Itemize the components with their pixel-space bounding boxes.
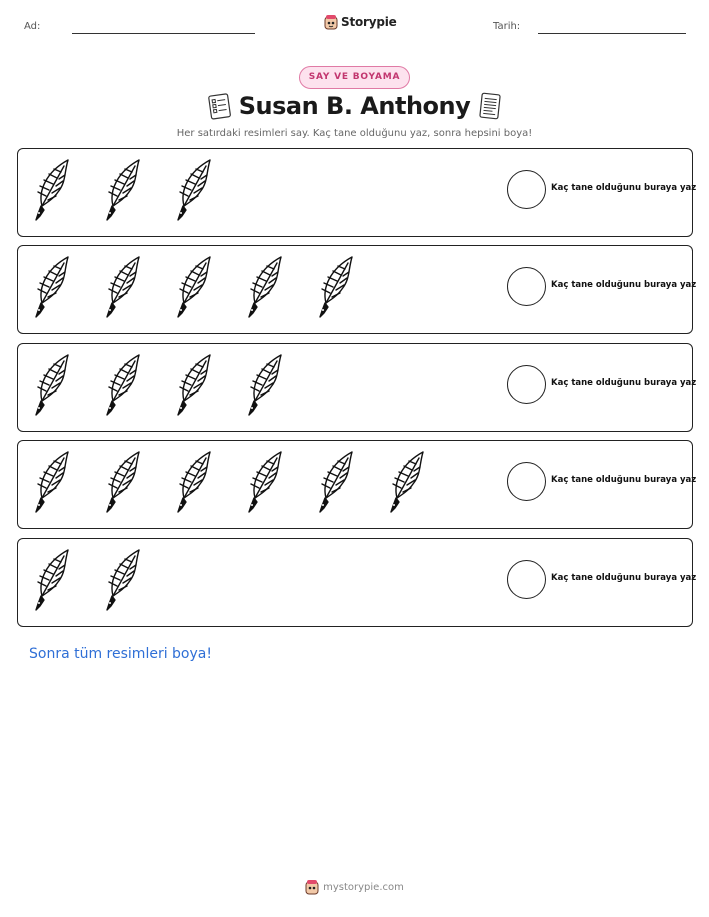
answer-circle[interactable]: [507, 560, 546, 599]
picture-group: [28, 253, 383, 319]
title-row: [0, 92, 709, 124]
answer-label: Kaç tane olduğunu buraya yaz: [551, 573, 697, 583]
document-icon: [477, 92, 503, 120]
answer-circle[interactable]: [507, 462, 546, 501]
quill-pen-icon: [28, 448, 99, 514]
site-url: mystorypie.com: [323, 881, 404, 893]
worksheet-header: [0, 12, 709, 42]
picture-group: [28, 156, 241, 222]
date-label: Tarih:: [493, 21, 521, 32]
quill-pen-icon: [170, 448, 241, 514]
quill-pen-icon: [241, 448, 312, 514]
quill-pen-icon: [241, 253, 312, 319]
counting-row: [17, 343, 697, 432]
picture-group: [28, 448, 454, 514]
logo-text: Storypie: [341, 15, 397, 29]
quill-pen-icon: [99, 546, 170, 612]
picture-group: [28, 351, 312, 417]
counting-row: [17, 245, 697, 334]
counting-row: [17, 440, 697, 529]
answer-label: Kaç tane olduğunu buraya yaz: [551, 378, 697, 388]
answer-label: Kaç tane olduğunu buraya yaz: [551, 280, 697, 290]
quill-pen-icon: [28, 351, 99, 417]
quill-pen-icon: [170, 253, 241, 319]
answer-label: Kaç tane olduğunu buraya yaz: [551, 183, 697, 193]
quill-pen-icon: [99, 351, 170, 417]
answer-label: Kaç tane olduğunu buraya yaz: [551, 475, 697, 485]
counting-row: [17, 148, 697, 237]
answer-circle[interactable]: [507, 365, 546, 404]
storypie-mascot-icon: [305, 879, 319, 895]
quill-pen-icon: [99, 448, 170, 514]
storypie-mascot-icon: [324, 14, 338, 30]
quill-pen-icon: [28, 156, 99, 222]
page-title: Susan B. Anthony: [238, 92, 471, 120]
activity-badge: SAY VE BOYAMA: [299, 66, 410, 89]
name-label: Ad:: [24, 21, 41, 32]
quill-pen-icon: [28, 253, 99, 319]
answer-circle[interactable]: [507, 170, 546, 209]
quill-pen-icon: [383, 448, 454, 514]
name-line[interactable]: [72, 33, 255, 34]
date-line[interactable]: [538, 33, 686, 34]
storypie-logo: [324, 14, 397, 30]
quill-pen-icon: [170, 156, 241, 222]
quill-pen-icon: [99, 156, 170, 222]
answer-circle[interactable]: [507, 267, 546, 306]
instruction-text: Her satırdaki resimleri say. Kaç tane olduğunu yaz, sonra hepsini boya!: [176, 128, 533, 139]
quill-pen-icon: [312, 253, 383, 319]
picture-group: [28, 546, 170, 612]
site-footer: [0, 879, 709, 895]
quill-pen-icon: [99, 253, 170, 319]
quill-pen-icon: [241, 351, 312, 417]
footer-note: Sonra tüm resimleri boya!: [29, 646, 212, 662]
counting-row: [17, 538, 697, 627]
quill-pen-icon: [312, 448, 383, 514]
quill-pen-icon: [28, 546, 99, 612]
quill-pen-icon: [170, 351, 241, 417]
